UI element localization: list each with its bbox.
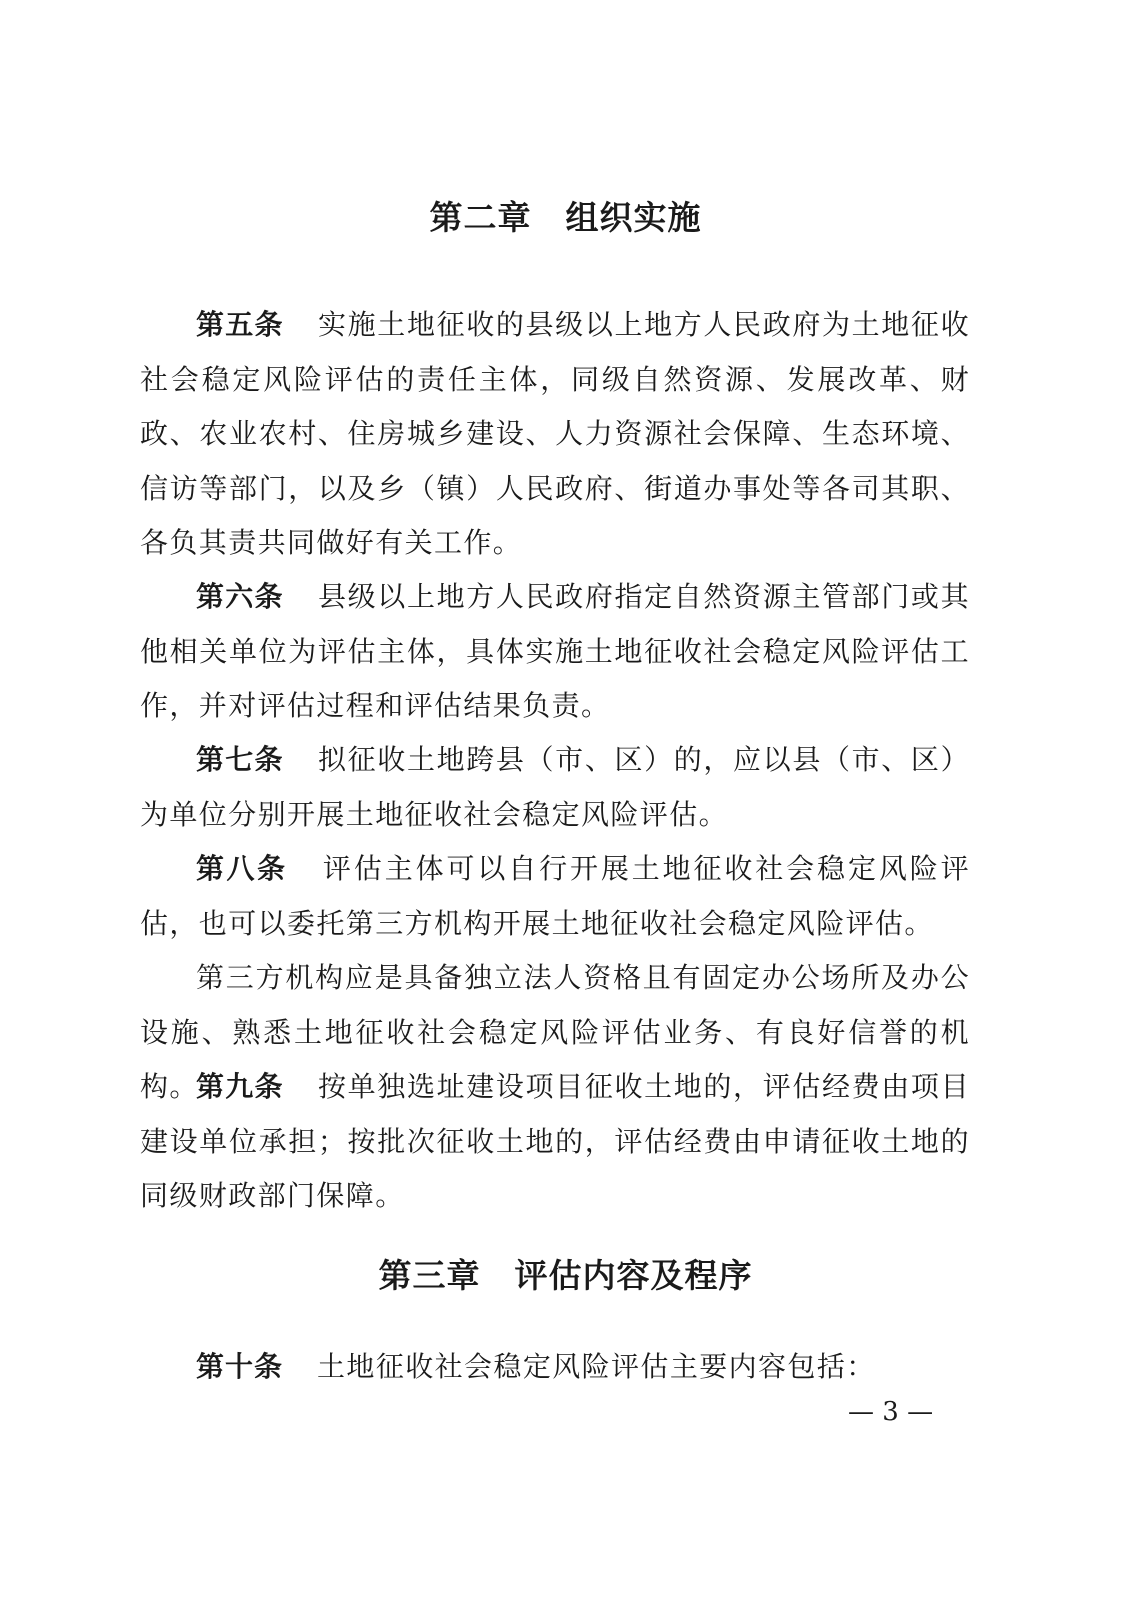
article-7 [140,733,970,842]
article-6-number: 第六条 [196,580,284,613]
article-5-text: 实施土地征收的县级以上地方人民政府为土地征收社会稳定风险评估的责任主体，同级自然资源、发展改革、财政、农业农村、住房城乡建设、人力资源社会保障、生态环境、信访等部门，以及乡（镇）人民政府、街道办事处等各司其职、各负其责共同做好有关工作。 [140,308,970,559]
article-5-number: 第五条 [196,308,284,341]
chapter-3-label: 第三章 [378,1256,481,1295]
article-8-paragraph-2-text: 第三方机构应是具备独立法人资格且有固定办公场所及办公设施、熟悉土地征收社会稳定风险评估业务、有良好信誉的机构。 [140,961,970,1103]
chapter-2-title: 组织实施 [565,198,702,237]
chapter-3-title: 评估内容及程序 [514,1256,753,1295]
article-10-number: 第十条 [196,1350,284,1383]
article-9-text: 按单独选址建设项目征收土地的，评估经费由项目建设单位承担；按批次征收土地的，评估经费由申请征收土地的同级财政部门保障。 [140,1070,970,1212]
article-5 [140,298,970,571]
article-10 [140,1340,970,1395]
article-7-number: 第七条 [196,743,284,776]
article-6-text: 县级以上地方人民政府指定自然资源主管部门或其他相关单位为评估主体，具体实施土地征收社会稳定风险评估工作，并对评估过程和评估结果负责。 [140,580,970,722]
article-8-text: 评估主体可以自行开展土地征收社会稳定风险评估，也可以委托第三方机构开展土地征收社会稳定风险评估。 [140,852,970,940]
article-10-text: 土地征收社会稳定风险评估主要内容包括： [317,1350,876,1383]
article-7-text: 拟征收土地跨县（市、区）的，应以县（市、区）为单位分别开展土地征收社会稳定风险评估。 [140,743,970,831]
article-9-number: 第九条 [196,1070,284,1103]
chapter-3-heading [0,1256,1131,1296]
chapter-2-label: 第二章 [429,198,532,237]
article-6 [140,570,970,734]
article-9 [140,1060,970,1224]
article-8-number: 第八条 [196,852,288,885]
article-8 [140,842,970,951]
page-number: — 3 — [848,1397,934,1427]
chapter-2-heading [0,198,1131,238]
